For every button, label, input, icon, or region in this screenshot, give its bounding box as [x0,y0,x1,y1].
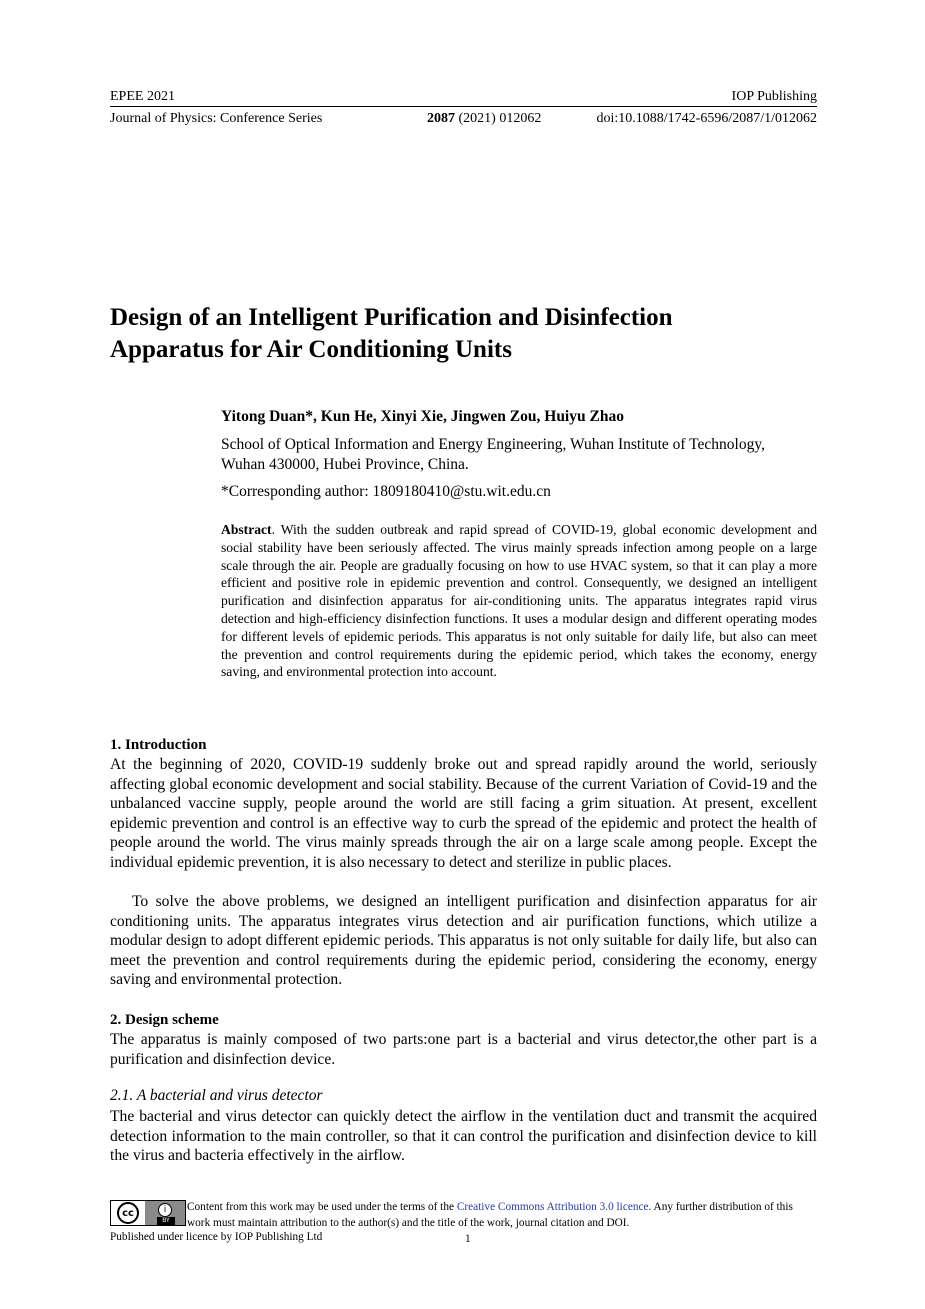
affiliation: School of Optical Information and Energy Engineering, Wuhan Institute of Technology, Wuhan 430000, Hubei Province, China. [221,436,765,473]
design-paragraph-1: The apparatus is mainly composed of two parts:one part is a bacterial and virus detector,the other part is a purification and disinfection device. [110,1031,817,1068]
page-number: 1 [465,1233,471,1245]
journal-name: Journal of Physics: Conference Series [110,111,323,126]
volume-number: 2087 [427,111,455,126]
doi[interactable]: doi:10.1088/1742-6596/2087/1/012062 [596,111,817,126]
abstract [221,521,817,681]
section-heading-introduction: 1. Introduction [110,737,207,753]
volume-info [427,111,541,127]
year-article: (2021) 012062 [458,111,542,126]
abstract-label: Abstract [221,522,272,537]
cc-icon: cc [117,1202,139,1224]
by-label-icon: BY [157,1217,175,1225]
abstract-text: . With the sudden outbreak and rapid spread of COVID-19, global economic development and social stability have been seriously affected. The virus mainly spreads infection among people on a large scale through the air. People are gradually focusing on how to use HVAC system, so that it can play a more efficient and positive role in epidemic prevention and control. Consequently, we designed an intelligent purification and disinfection apparatus for air-conditioning units. The apparatus integrates rapid virus detection and high-efficiency disinfection functions. It uses a modular design and different operating modes for different levels of epidemic periods. This apparatus is not only suitable for daily life, but also can meet the prevention and control requirements during the epidemic period, which takes the economy, energy saving, and environmental protection into account. [221,522,817,680]
detector-paragraph-1: The bacterial and virus detector can quickly detect the airflow in the ventilation duct and transmit the acquired detection information to the main controller, so that it can control the purification and disinfection device to kill the virus and bacteria effectively in the airflow. [110,1108,817,1165]
author-list: Yitong Duan*, Kun He, Xinyi Xie, Jingwen Zou, Huiyu Zhao [221,408,624,425]
published-notice: Published under licence by IOP Publishing Ltd [110,1231,323,1243]
license-link[interactable]: Creative Commons Attribution 3.0 licence [456,1201,649,1213]
paper-title: Design of an Intelligent Purification and Disinfection Apparatus for Air Conditioning Units [110,304,673,363]
subsection-heading-detector: 2.1. A bacterial and virus detector [110,1087,323,1104]
license-prefix: Content from this work may be used under the terms of the [187,1201,454,1213]
person-icon: i [158,1203,172,1217]
section-heading-design: 2. Design scheme [110,1012,219,1028]
license-suffix: . Any further distribution of this work must maintain attribution to the author(s) and the title of the work, journal citation and DOI. [187,1201,793,1229]
header-rule [110,106,817,107]
corresponding-author: *Corresponding author: 1809180410@stu.wit.edu.cn [221,483,551,500]
cc-by-icon[interactable] [110,1200,186,1226]
intro-paragraph-1: At the beginning of 2020, COVID-19 suddenly broke out and spread rapidly around the world, seriously affecting global economic development and social stability. Because of the current Variation of Covid-19 and the unbalanced vaccine supply, people around the world are still facing a grim situation. At present, excellent epidemic prevention and control is an effective way to curb the spread of the epidemic and protect the health of people around the world. The virus mainly spreads through the air on a large scale among people. Except the individual epidemic prevention, it is also necessary to detect and sterilize in public places. [110,756,817,871]
intro-paragraph-2: To solve the above problems, we designed an intelligent purification and disinfection apparatus for air conditioning units. The apparatus integrates virus detection and air purification functions, which utilize a modular design to adopt different epidemic periods. This apparatus is not only suitable for daily life, but also can meet the prevention and control requirements during the epidemic period, considering the economy, energy saving and environmental protection. [110,893,817,989]
license-notice [187,1200,817,1231]
publisher-name: IOP Publishing [731,89,817,104]
conference-name: EPEE 2021 [110,89,175,104]
